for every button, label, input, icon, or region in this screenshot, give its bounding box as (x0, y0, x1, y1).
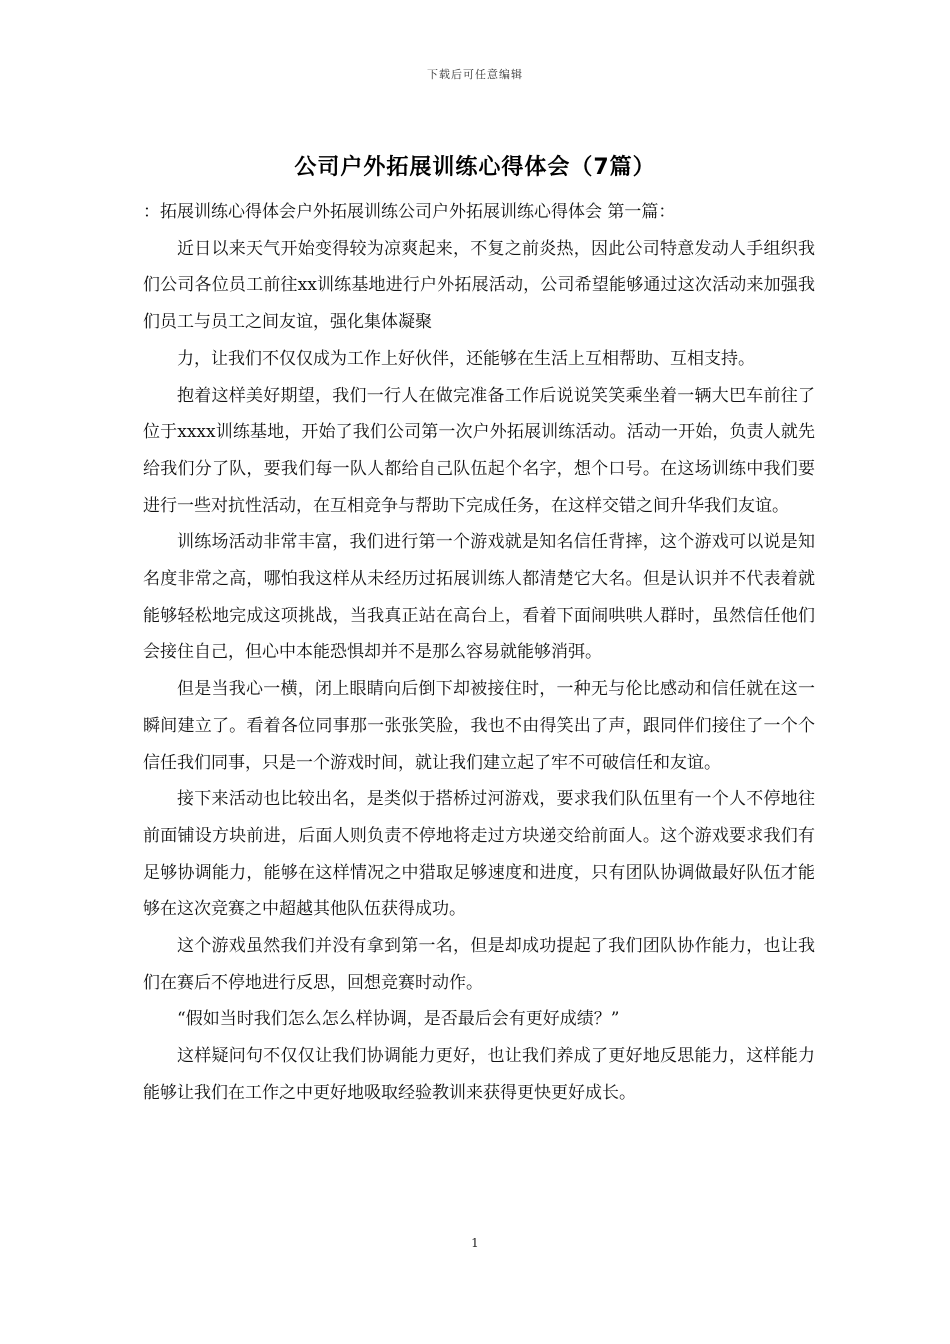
paragraph-quote: “假如当时我们怎么怎么样协调，是否最后会有更好成绩？” (177, 1009, 620, 1030)
paragraph: 接下来活动也比较出名，是类似于搭桥过河游戏，要求我们队伍里有一个人不停地往前面铺设方块前进，后面人则负责不停地将走过方块递交给前面人。这个游戏要求我们有足够协调能力，能够在这样情况之中猎取足够速度和进度，只有团队协调做最好队伍才能够在这次竞赛之中超越其他队伍获得成功。 (143, 789, 815, 920)
paragraph: 但是当我心一横，闭上眼睛向后倒下却被接住时，一种无与伦比感动和信任就在这一瞬间建立了。看着各位同事那一张张笑脸，我也不由得笑出了声，跟同伴们接住了一个个信任我们同事，只是一个游戏时间，就让我们建立起了牢不可破信任和友谊。 (143, 679, 815, 773)
paragraph-intro: ：拓展训练心得体会户外拓展训练公司户外拓展训练心得体会 第一篇： (143, 202, 676, 222)
header-note: 下载后可任意编辑 (427, 68, 523, 81)
paragraph: 这样疑问句不仅仅让我们协调能力更好，也让我们养成了更好地反思能力，这样能力能够让我们在工作之中更好地吸取经验教训来获得更快更好成长。 (143, 1046, 815, 1103)
paragraph: 抱着这样美好期望，我们一行人在做完准备工作后说说笑笑乘坐着一辆大巴车前往了位于xxxx训练基地，开始了我们公司第一次户外拓展训练活动。活动一开始，负责人就先给我们分了队，要我们每一队人都给自己队伍起个名字，想个口号。在这场训练中我们要进行一些对抗性活动，在互相竞争与帮助下完成任务，在这样交错之间升华我们友谊。 (143, 385, 815, 516)
paragraph: 训练场活动非常丰富，我们进行第一个游戏就是知名信任背摔，这个游戏可以说是知名度非常之高，哪怕我这样从未经历过拓展训练人都清楚它大名。但是认识并不代表着就能够轻松地完成这项挑战，当我真正站在高台上，看着下面闹哄哄人群时，虽然信任他们会接住自己，但心中本能恐惧却并不是那么容易就能够消弭。 (143, 532, 815, 663)
paragraph: 力，让我们不仅仅成为工作上好伙伴，还能够在生活上互相帮助、互相支持。 (177, 348, 755, 369)
document-body (143, 194, 815, 1112)
page-number: 1 (471, 1236, 479, 1250)
paragraph: 这个游戏虽然我们并没有拿到第一名，但是却成功提起了我们团队协作能力，也让我们在赛后不停地进行反思，回想竞赛时动作。 (143, 936, 815, 993)
document-title: 公司户外拓展训练心得体会（7篇） (294, 155, 656, 180)
paragraph: 近日以来天气开始变得较为凉爽起来，不复之前炎热，因此公司特意发动人手组织我们公司各位员工前往xx训练基地进行户外拓展活动，公司希望能够通过这次活动来加强我们员工与员工之间友谊，强化集体凝聚 (143, 238, 815, 333)
